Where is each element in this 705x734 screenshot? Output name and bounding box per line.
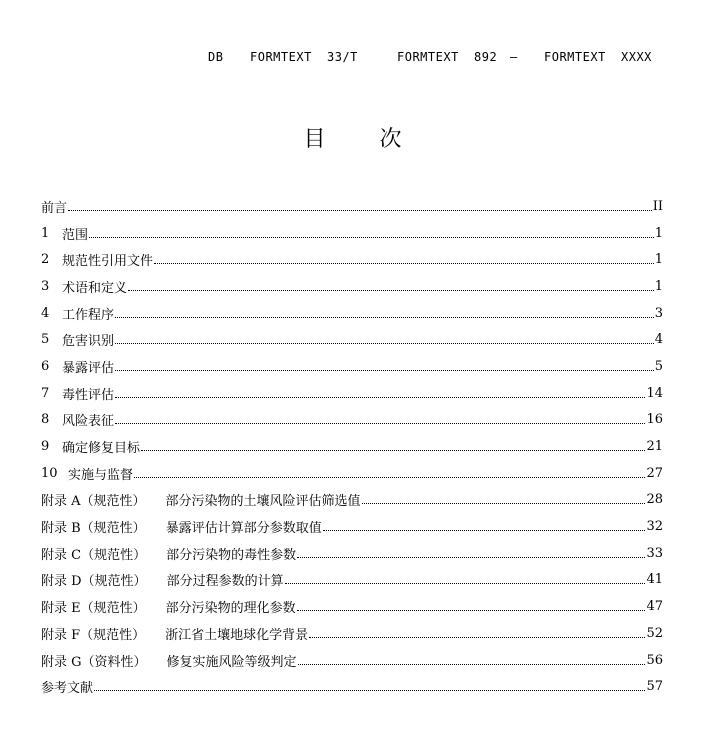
toc-entry[interactable] [41,193,663,220]
toc-entry[interactable] [41,300,663,327]
header-part: 33/T [327,50,358,64]
toc-entry-label: 附录 B（规范性） [41,521,146,537]
header-part: FORMTEXT [397,50,459,64]
dot-leader [115,397,645,398]
toc-entry-label: 前言 [41,200,68,216]
toc-entry-label: 风险表征 [62,414,115,430]
toc-entry-label: 范围 [62,227,89,243]
dot-leader [362,503,646,504]
dot-leader [141,450,645,451]
dot-leader [115,317,654,318]
toc-entry-page-number: 21 [646,439,663,455]
table-of-contents [41,193,663,700]
toc-entry-number: 2 [41,252,50,268]
toc-entry[interactable] [41,353,663,380]
toc-entry-label: 附录 D（规范性） [41,574,147,590]
toc-entry-page-number: 57 [646,679,663,695]
toc-entry[interactable] [41,647,663,674]
toc-entry[interactable] [41,220,663,247]
toc-entry-subtitle: 部分污染物的土壤风险评估筛选值 [165,494,361,510]
toc-entry-label: 暴露评估 [62,360,115,376]
toc-entry-page-number: II [652,198,663,214]
toc-entry-label: 附录 F（规范性） [41,627,146,643]
toc-entry-label: 参考文献 [41,681,94,697]
dot-leader [94,690,645,691]
toc-entry-page-number: 5 [654,358,663,374]
toc-entry[interactable] [41,567,663,594]
header-part: XXXX [621,50,652,64]
dot-leader [309,637,645,638]
toc-entry-number: 9 [41,439,50,455]
dot-leader [298,664,646,665]
toc-entry-page-number: 3 [654,305,663,321]
toc-entry-number: 6 [41,358,50,374]
dot-leader [323,530,646,531]
toc-entry-page-number: 56 [646,652,663,668]
dot-leader [128,290,654,291]
toc-entry[interactable] [41,273,663,300]
toc-entry[interactable] [41,326,663,353]
toc-entry-number: 3 [41,278,50,294]
toc-entry-page-number: 1 [654,252,663,268]
toc-entry-page-number: 1 [654,278,663,294]
toc-entry[interactable] [41,407,663,434]
toc-entry-number: 1 [41,225,50,241]
toc-entry-number: 4 [41,305,50,321]
page-title [0,122,705,153]
toc-entry[interactable] [41,673,663,700]
toc-entry-subtitle: 浙江省土壤地球化学背景 [165,627,309,643]
toc-entry-page-number: 28 [646,492,663,508]
toc-entry-label: 危害识别 [62,334,115,350]
toc-entry-label: 附录 E（规范性） [41,601,146,617]
toc-entry-subtitle: 部分污染物的毒性参数 [166,547,297,563]
toc-entry[interactable] [41,620,663,647]
dot-leader [68,210,652,211]
toc-entry-subtitle: 暴露评估计算部分参数取值 [165,521,322,537]
toc-entry-subtitle: 部分过程参数的计算 [166,574,284,590]
dot-leader [134,477,645,478]
toc-entry-label: 附录 G（资料性） [41,654,147,670]
toc-entry-number: 5 [41,332,50,348]
toc-entry[interactable] [41,540,663,567]
dot-leader [154,263,654,264]
toc-entry-label: 附录 C（规范性） [41,547,147,563]
toc-entry-page-number: 14 [646,385,663,401]
dot-leader [115,370,654,371]
toc-entry-page-number: 33 [646,545,663,561]
header-part: FORMTEXT [544,50,606,64]
toc-entry[interactable] [41,246,663,273]
dot-leader [89,237,654,238]
header-part: 892 [474,50,498,64]
toc-entry[interactable] [41,593,663,620]
toc-entry-label: 实施与监督 [68,467,134,483]
dot-leader [285,583,646,584]
dot-leader [115,343,654,344]
toc-entry[interactable] [41,487,663,514]
toc-entry-subtitle: 部分污染物的理化参数 [165,601,296,617]
header-part: — [510,50,518,64]
toc-entry-number: 10 [41,465,58,481]
toc-entry-number: 8 [41,412,50,428]
toc-entry-label: 工作程序 [62,307,115,323]
toc-entry-page-number: 41 [646,572,663,588]
dot-leader [297,557,645,558]
toc-entry-label: 规范性引用文件 [62,254,154,270]
toc-entry[interactable] [41,433,663,460]
dot-leader [115,423,645,424]
toc-entry-label: 术语和定义 [62,280,128,296]
toc-entry-page-number: 27 [646,465,663,481]
toc-entry-subtitle: 修复实施风险等级判定 [166,654,297,670]
dot-leader [297,610,646,611]
toc-entry-page-number: 1 [654,225,663,241]
title-char: 次 [379,127,402,152]
header-part: FORMTEXT [250,50,312,64]
toc-entry-page-number: 4 [654,332,663,348]
toc-entry-page-number: 16 [646,412,663,428]
toc-entry[interactable] [41,513,663,540]
toc-entry[interactable] [41,460,663,487]
title-char: 目 [303,127,326,152]
toc-entry[interactable] [41,380,663,407]
toc-entry-label: 附录 A（规范性） [41,494,146,510]
toc-entry-page-number: 52 [646,625,663,641]
toc-entry-label: 毒性评估 [62,387,115,403]
toc-entry-page-number: 32 [646,519,663,535]
toc-entry-label: 确定修复目标 [62,441,141,457]
toc-entry-number: 7 [41,385,50,401]
document-code-header [208,50,652,64]
header-part: DB [208,50,224,64]
toc-entry-page-number: 47 [646,599,663,615]
